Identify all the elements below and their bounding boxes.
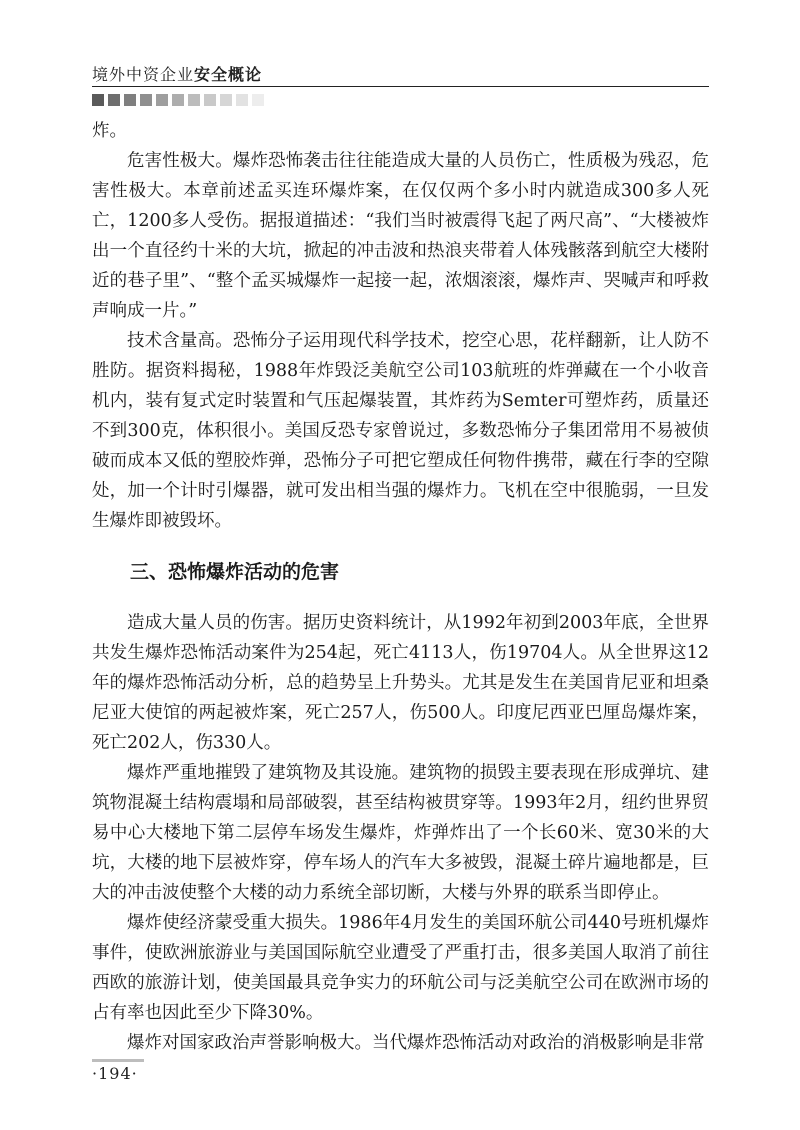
book-title-prefix: 境外中资企业: [92, 65, 195, 84]
header-square: [204, 94, 216, 106]
page-body: [92, 116, 709, 1058]
paragraph-casualties: 造成大量人员的伤害。据历史资料统计，从1992年初到2003年底，全世界共发生爆炸恐怖活动案件为254起，死亡4113人，伤19704人。从全世界这12年的爆炸恐怖活动分析，总的趋势呈上升势头。尤其是发生在美国肯尼亚和坦桑尼亚大使馆的两起被炸案，死亡257人，伤500人。印度尼西亚巴厘岛爆炸案，死亡202人，伤330人。: [92, 613, 709, 753]
header-square: [220, 94, 232, 106]
header-square: [252, 94, 264, 106]
paragraph-continuation: 炸。: [92, 121, 127, 141]
paragraph-buildings: 爆炸严重地摧毁了建筑物及其设施。建筑物的损毁主要表现在形成弹坑、建筑物混凝土结构震塌和局部破裂，甚至结构被贯穿等。1993年2月，纽约世界贸易中心大楼地下第二层停车场发生爆炸，炸弹炸出了一个长60米、宽30米的大坑，大楼的地下层被炸穿，停车场人的汽车大多被毁，混凝土碎片遍地都是，巨大的冲击波使整个大楼的动力系统全部切断，大楼与外界的联系当即停止。: [92, 763, 709, 903]
header-square: [92, 94, 104, 106]
header-square: [172, 94, 184, 106]
header-square: [140, 94, 152, 106]
header-square: [188, 94, 200, 106]
paragraph-harmfulness: 危害性极大。爆炸恐怖袭击往往能造成大量的人员伤亡，性质极为残忍，危害性极大。本章前述孟买连环爆炸案，在仅仅两个多小时内就造成300多人死亡，1200多人受伤。据报道描述：“我们当时被震得飞起了两尺高”、“大楼被炸出一个直径约十米的大坑，掀起的冲击波和热浪夹带着人体残骸落到航空大楼附近的巷子里”、“整个孟买城爆炸一起接一起，浓烟滚滚，爆炸声、哭喊声和呼救声响成一片。”: [92, 151, 709, 321]
page-number: ·194·: [92, 1064, 138, 1083]
running-head: [92, 62, 262, 85]
footer-rule: [92, 1059, 144, 1062]
paragraph-politics: 爆炸对国家政治声誉影响极大。当代爆炸恐怖活动对政治的消极影响是非常: [127, 1033, 705, 1053]
book-title-suffix: 安全概论: [194, 65, 263, 84]
header-rule: [92, 86, 709, 87]
header-square: [108, 94, 120, 106]
header-square: [156, 94, 168, 106]
paragraph-economy: 爆炸使经济蒙受重大损失。1986年4月发生的美国环航公司440号班机爆炸事件，使欧洲旅游业与美国国际航空业遭受了严重打击，很多美国人取消了前往西欧的旅游计划，使美国最具竞争实力的环航公司与泛美航空公司在欧洲市场的占有率也因此至少下降30%。: [92, 913, 709, 1023]
header-square: [124, 94, 136, 106]
section-heading: 三、恐怖爆炸活动的危害: [130, 561, 340, 583]
paragraph-technology: 技术含量高。恐怖分子运用现代科学技术，挖空心思，花样翻新，让人防不胜防。据资料揭秘，1988年炸毁泛美航空公司103航班的炸弹藏在一个小收音机内，装有复式定时装置和气压起爆装置，其炸药为Semter可塑炸药，质量还不到300克，体积很小。美国反恐专家曾说过，多数恐怖分子集团常用不易被侦破而成本又低的塑胶炸弹，恐怖分子可把它塑成任何物件携带，藏在行李的空隙处，加一个计时引爆器，就可发出相当强的爆炸力。飞机在空中很脆弱，一旦发生爆炸即被毁坏。: [92, 331, 709, 531]
header-square: [236, 94, 248, 106]
header-square-strip: [92, 94, 264, 106]
